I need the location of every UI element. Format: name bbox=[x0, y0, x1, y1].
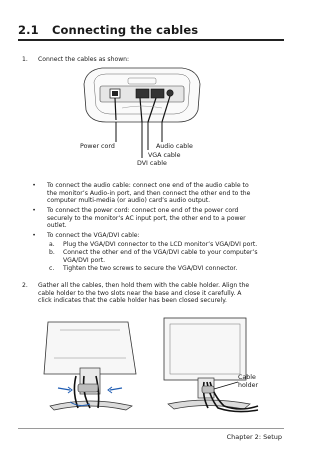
bullet-mark: • bbox=[32, 182, 36, 189]
text-line: cable holder to the two slots near the base and close it carefully. A bbox=[38, 289, 242, 297]
bullet-audio-text bbox=[47, 182, 250, 205]
section-title: Connecting the cables bbox=[52, 23, 199, 37]
text-line: securely to the monitor’s AC input port, the other end to a power bbox=[47, 214, 246, 222]
cable-holder-insert-diagram bbox=[40, 318, 140, 412]
bullet-mark: • bbox=[32, 207, 36, 214]
footer-text: Chapter 2: Setup bbox=[226, 433, 282, 441]
text-line: Gather all the cables, then hold them with the cable holder. Align the bbox=[38, 282, 250, 289]
step1-number: 1. bbox=[22, 56, 28, 63]
footer-rule bbox=[18, 428, 284, 429]
substep-c-text: Tighten the two screws to secure the VGA/DVI connector. bbox=[63, 265, 238, 272]
substep-a-text: Plug the VGA/DVI connector to the LCD monitor’s VGA/DVI port. bbox=[63, 241, 258, 248]
label-audio-cable: Audio cable bbox=[156, 143, 193, 150]
cable-holder-closed-diagram bbox=[160, 316, 260, 412]
label-cable-holder bbox=[238, 374, 258, 390]
text-line: Connect the other end of the VGA/DVI cable to your computer’s bbox=[63, 249, 258, 256]
label-dvi-cable: DVI cable bbox=[137, 160, 167, 167]
text-line: To connect the power cord: connect one end of the power cord bbox=[47, 207, 239, 214]
text-line: To connect the audio cable: connect one end of the audio cable to bbox=[47, 182, 249, 189]
text-line: click indicates that the cable holder has been closed securely. bbox=[38, 297, 227, 305]
text-line: computer multi-media (or audio) card’s audio output. bbox=[47, 197, 211, 205]
label-vga-cable: VGA cable bbox=[148, 152, 181, 159]
label-power-cord: Power cord bbox=[80, 143, 115, 150]
substep-a-mark: a. bbox=[49, 241, 55, 248]
label-line: Cable bbox=[238, 374, 256, 381]
text-line: the monitor’s Audio-in port, and then connect the other end to the bbox=[47, 189, 251, 197]
step1-text: Connect the cables as shown: bbox=[38, 56, 130, 63]
text-line: outlet. bbox=[47, 222, 67, 230]
substep-b-text bbox=[63, 249, 258, 264]
substep-c-mark: c. bbox=[49, 265, 55, 272]
section-number: 2.1 bbox=[18, 23, 39, 37]
bullet-vga-text: To connect the VGA/DVI cable: bbox=[47, 232, 140, 239]
step2-text bbox=[38, 282, 249, 305]
text-line: VGA/DVI port. bbox=[63, 256, 106, 264]
bullet-power-text bbox=[47, 207, 246, 230]
step2-number: 2. bbox=[22, 282, 28, 289]
substep-b-mark: b. bbox=[49, 249, 55, 256]
label-line: holder bbox=[238, 382, 259, 389]
bullet-mark: • bbox=[32, 232, 36, 239]
